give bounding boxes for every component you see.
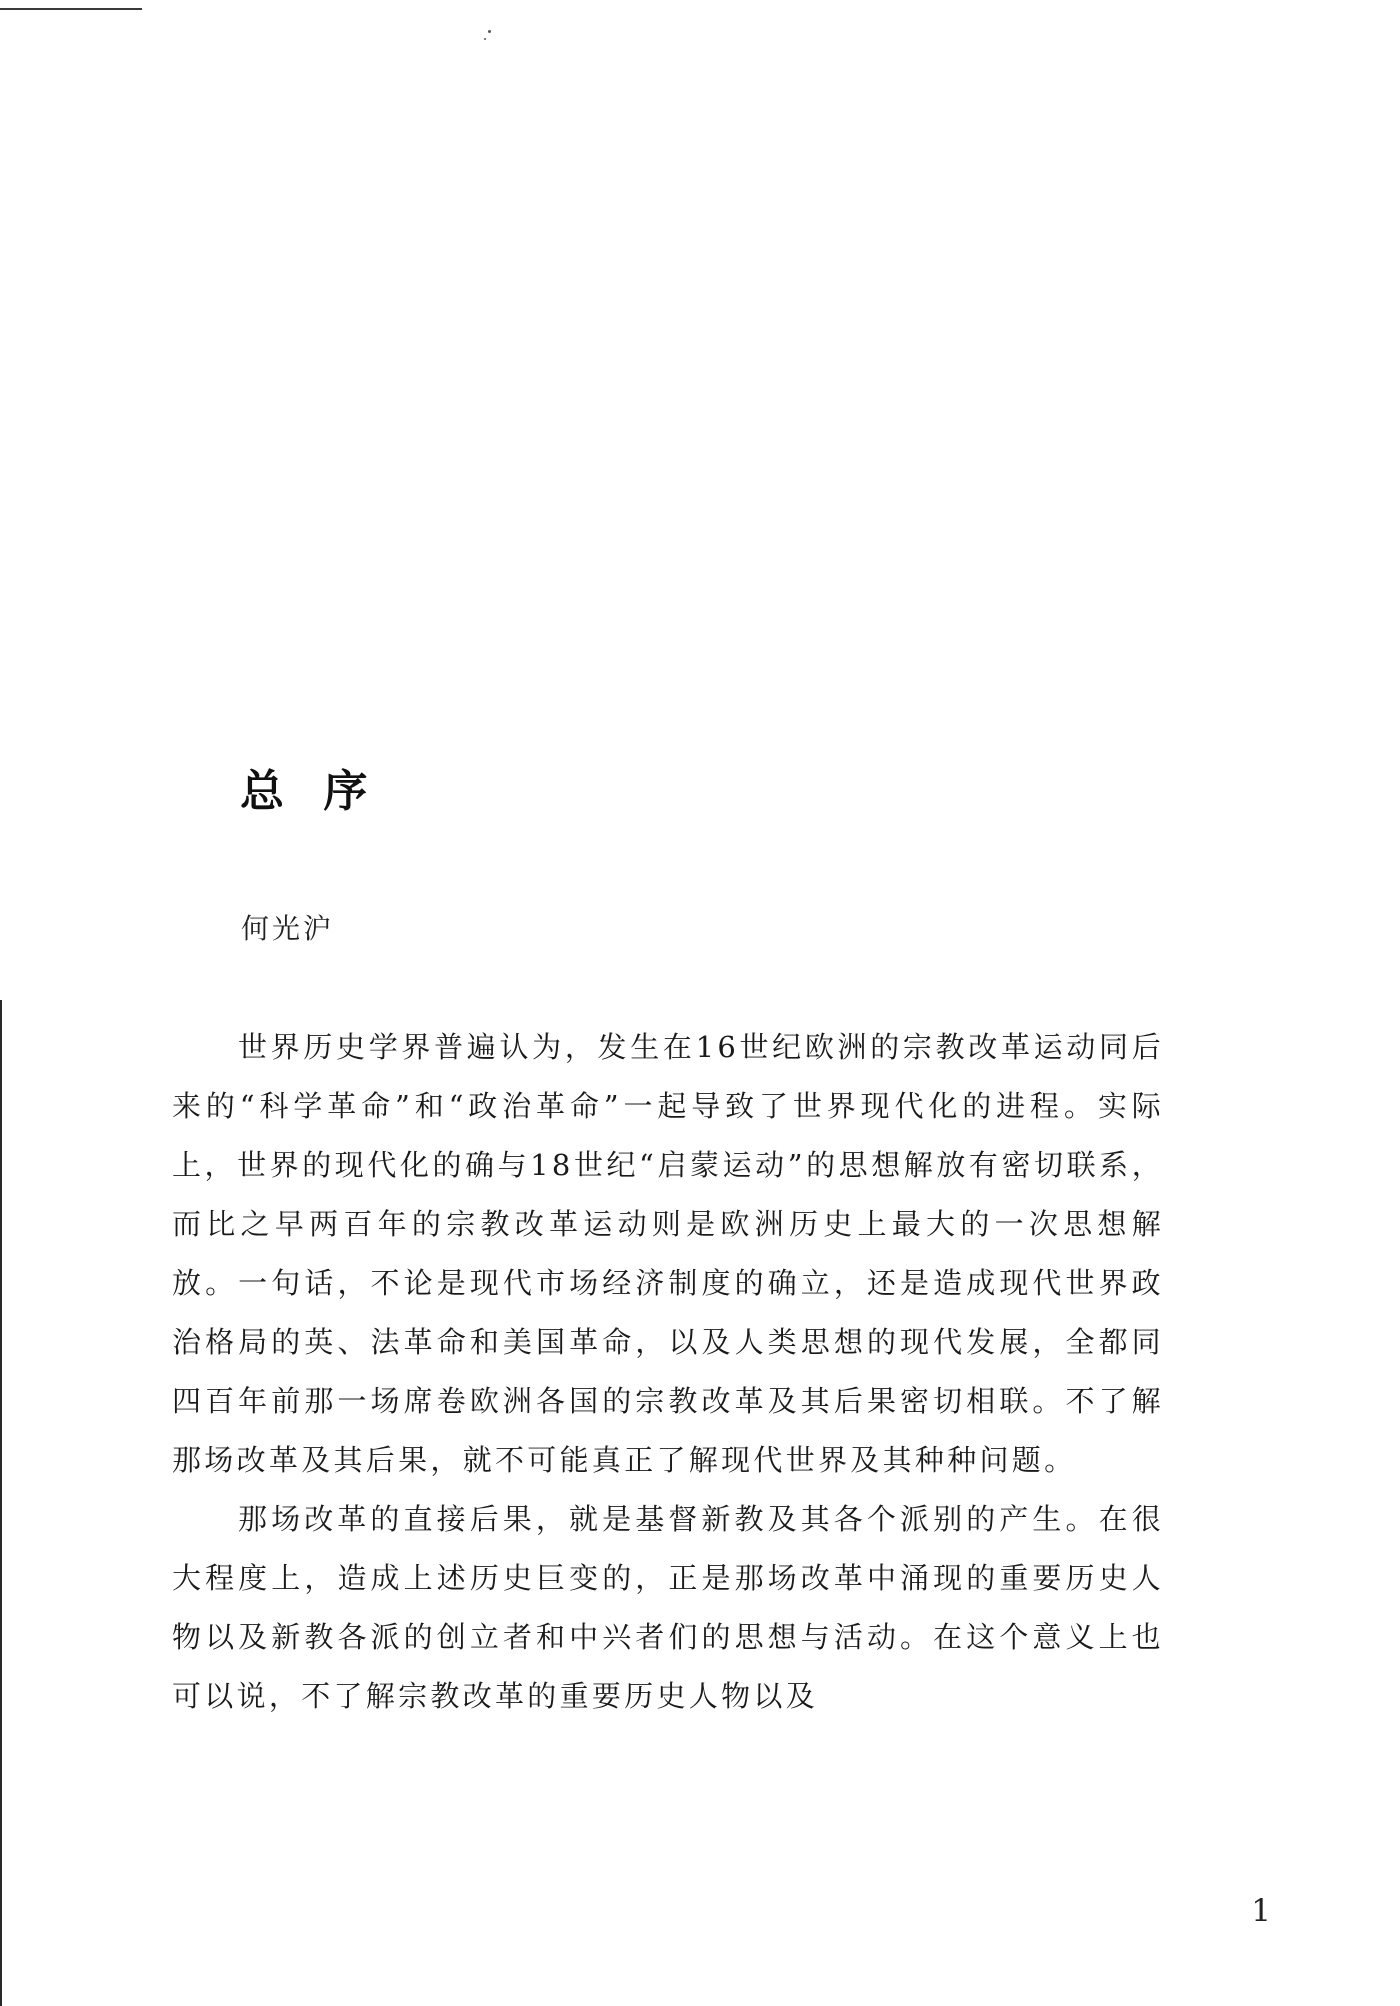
scan-speck bbox=[484, 38, 486, 40]
scan-edge-line-top bbox=[0, 8, 142, 10]
paragraph: 那场改革的直接后果，就是基督新教及其各个派别的产生。在很大程度上，造成上述历史巨变的，正是那场改革中涌现的重要历史人物以及新教各派的创立者和中兴者们的思想与活动。在这个意义上也可以说，不了解宗教改革的重要历史人物以及 bbox=[172, 1502, 1164, 1713]
body-text bbox=[172, 1018, 1164, 1726]
scan-edge-line-left bbox=[0, 1000, 2, 2006]
paragraph: 世界历史学界普遍认为，发生在16世纪欧洲的宗教改革运动同后来的“科学革命”和“政治革命”一起导致了世界现代化的进程。实际上，世界的现代化的确与18世纪“启蒙运动”的思想解放有密切联系，而比之早两百年的宗教改革运动则是欧洲历史上最大的一次思想解放。一句话，不论是现代市场经济制度的确立，还是造成现代世界政治格局的英、法革命和美国革命，以及人类思想的现代发展，全都同四百年前那一场席卷欧洲各国的宗教改革及其后果密切相联。不了解那场改革及其后果，就不可能真正了解现代世界及其种种问题。 bbox=[172, 1030, 1164, 1477]
author-name: 何光沪 bbox=[241, 912, 335, 945]
page-title: 总 序 bbox=[240, 766, 380, 817]
scan-speck bbox=[488, 30, 491, 33]
page-number: 1 bbox=[1251, 1893, 1271, 1929]
